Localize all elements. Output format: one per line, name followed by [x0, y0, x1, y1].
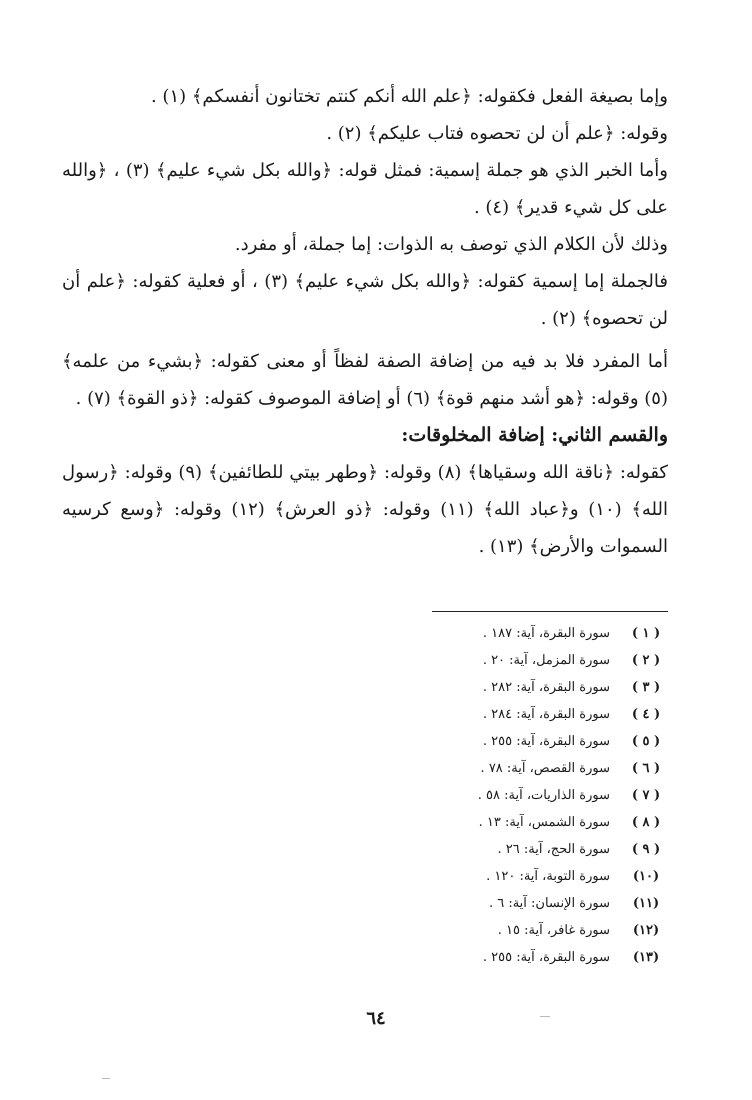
footnote-number: ( ٨ ): [631, 815, 661, 830]
footnote: [200, 620, 668, 647]
footnote-number: ( ٤ ): [631, 707, 661, 722]
paragraph-reason: وذلك لأن الكلام الذي توصف به الذوات: إما جملة، أو مفرد.: [234, 234, 668, 255]
footnote-text: سورة الإنسان: آية: ٦ .: [488, 896, 610, 911]
footnote: [200, 944, 668, 971]
footnote-number: ( ٢ ): [631, 653, 661, 668]
footnote-number: ( ٧ ): [631, 788, 661, 803]
footnote-number: ( ٥ ): [631, 734, 661, 749]
footnote-text: سورة البقرة، آية: ٢٨٢ .: [482, 680, 610, 695]
footnote-text: سورة الذاريات، آية: ٥٨ .: [477, 788, 610, 803]
footnote-text: سورة الشمس، آية: ١٣ .: [478, 815, 610, 830]
footnote-number: ( ٦ ): [631, 761, 661, 776]
page-number: ٦٤: [366, 1008, 386, 1029]
footnote-number: (١٢): [632, 923, 660, 938]
footnote: [200, 647, 668, 674]
footnote: [200, 782, 668, 809]
footnote-number: (١٣): [632, 950, 660, 965]
scan-mark: [102, 1078, 110, 1079]
footnote-divider: [432, 611, 668, 612]
paragraph-creations: كقوله: ﴿ناقة الله وسقياها﴾ (٨) وقوله: ﴿وطهر بيتي للطائفين﴾ (٩) وقوله: ﴿رسول الله﴾ (١٠) و﴿عباد الله﴾ (١١) وقوله: ﴿ذو العرش﴾ (١٢) وقوله: ﴿وسع كرسيه السموات والأرض﴾ (١٣) .: [62, 462, 668, 557]
footnote: [200, 890, 668, 917]
footnote-number: (١١): [632, 896, 660, 911]
footnote-text: سورة البقرة، آية: ٢٨٤ .: [482, 707, 610, 722]
footnote-text: سورة المزمل، آية: ٢٠ .: [482, 653, 610, 668]
footnote-text: سورة البقرة، آية: ١٨٧ .: [482, 626, 610, 641]
section-heading: والقسم الثاني: إضافة المخلوقات:: [401, 424, 668, 446]
paragraph-sentence-types: فالجملة إما إسمية كقوله: ﴿والله بكل شيء عليم﴾ (٣) ، أو فعلية كقوله: ﴿علم أن لن تحصوه﴾ (٢) .: [62, 271, 668, 329]
footnote: [200, 809, 668, 836]
footnote-number: ( ٩ ): [631, 842, 661, 857]
main-text: [62, 78, 668, 565]
footnote-text: سورة غافر، آية: ١٥ .: [497, 923, 610, 938]
scan-mark: [540, 1016, 550, 1017]
footnote-number: (١٠): [632, 869, 660, 884]
paragraph-second-verse: وقوله: ﴿علم أن لن تحصوه فتاب عليكم﴾ (٢) .: [326, 123, 668, 144]
paragraph-verb-form: وإما بصيغة الفعل فكقوله: ﴿علم الله أنكم كنتم تختانون أنفسكم﴾ (١) .: [150, 86, 668, 107]
footnote-text: سورة الحج، آية: ٢٦ .: [497, 842, 610, 857]
footnote: [200, 674, 668, 701]
footnote-text: سورة التوبة، آية: ١٢٠ .: [486, 869, 610, 884]
footnote-text: سورة البقرة، آية: ٢٥٥ .: [482, 950, 610, 965]
footnote: [200, 701, 668, 728]
footnote: [200, 917, 668, 944]
footnote-text: سورة البقرة، آية: ٢٥٥ .: [482, 734, 610, 749]
footnote: [200, 863, 668, 890]
paragraph-nominal-sentence: وأما الخبر الذي هو جملة إسمية: فمثل قوله: ﴿والله بكل شيء عليم﴾ (٣) ، ﴿والله على كل شيء قدير﴾ (٤) .: [62, 160, 668, 218]
footnote: [200, 755, 668, 782]
footnote-number: ( ١ ): [631, 626, 661, 641]
paragraph-singular: أما المفرد فلا بد فيه من إضافة الصفة لفظاً أو معنى كقوله: ﴿بشيء من علمه﴾ (٥) وقوله: ﴿هو أشد منهم قوة﴾ (٦) أو إضافة الموصوف كقوله: ﴿ذو القوة﴾ (٧) .: [62, 351, 668, 409]
footnotes: [200, 620, 668, 971]
footnote: [200, 728, 668, 755]
footnote: [200, 836, 668, 863]
footnote-number: ( ٣ ): [631, 680, 661, 695]
footnote-text: سورة القصص، آية: ٧٨ .: [480, 761, 610, 776]
